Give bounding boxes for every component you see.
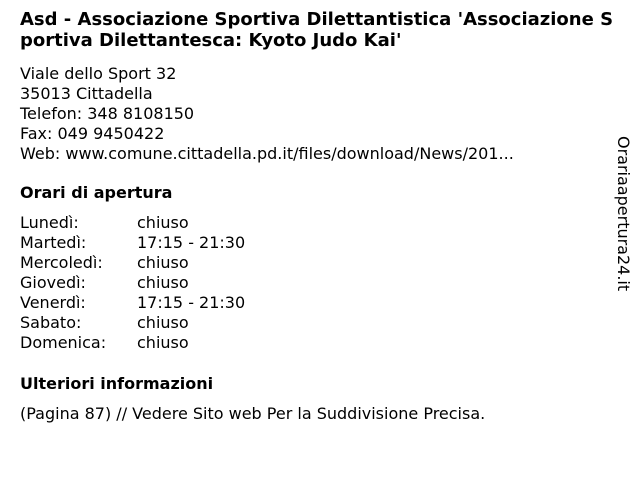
day-label: Domenica: (20, 333, 107, 352)
day-label: Venerdì: (20, 293, 86, 312)
page-title: Asd - Associazione Sportiva Dilettantistica 'Associazione Sportiva Dilettantesca: Kyoto Judo Kai' (20, 9, 614, 51)
hours-row-friday (20, 293, 245, 313)
fax-number: Fax: 049 9450422 (20, 124, 165, 143)
hours-row-sunday (20, 333, 245, 353)
hours-row-wednesday (20, 253, 245, 273)
address-street: Viale dello Sport 32 (20, 64, 177, 83)
day-label: Mercoledì: (20, 253, 103, 272)
address-city: 35013 Cittadella (20, 84, 153, 103)
day-label: Giovedì: (20, 273, 86, 292)
hours-value: chiuso (137, 253, 189, 272)
hours-value: chiuso (137, 313, 189, 332)
hours-row-saturday (20, 313, 245, 333)
phone-number: Telefon: 348 8108150 (20, 104, 195, 123)
opening-hours-table (20, 213, 245, 353)
address-block (20, 64, 514, 164)
hours-value: chiuso (137, 213, 189, 232)
hours-row-thursday (20, 273, 245, 293)
day-label: Sabato: (20, 313, 82, 332)
hours-value: 17:15 - 21:30 (137, 293, 246, 312)
hours-value: 17:15 - 21:30 (137, 233, 246, 252)
hours-value: chiuso (137, 333, 189, 352)
hours-heading: Orari di apertura (20, 183, 173, 202)
hours-row-tuesday (20, 233, 245, 253)
more-info-text: (Pagina 87) // Vedere Sito web Per la Suddivisione Precisa. (20, 404, 486, 423)
site-brand-watermark: Orariaapertura24.it (614, 136, 633, 292)
website-link[interactable]: Web: www.comune.cittadella.pd.it/files/download/News/201... (20, 144, 514, 163)
more-info-heading: Ulteriori informazioni (20, 374, 214, 393)
day-label: Martedì: (20, 233, 87, 252)
hours-value: chiuso (137, 273, 189, 292)
hours-row-monday (20, 213, 245, 233)
day-label: Lunedì: (20, 213, 79, 232)
